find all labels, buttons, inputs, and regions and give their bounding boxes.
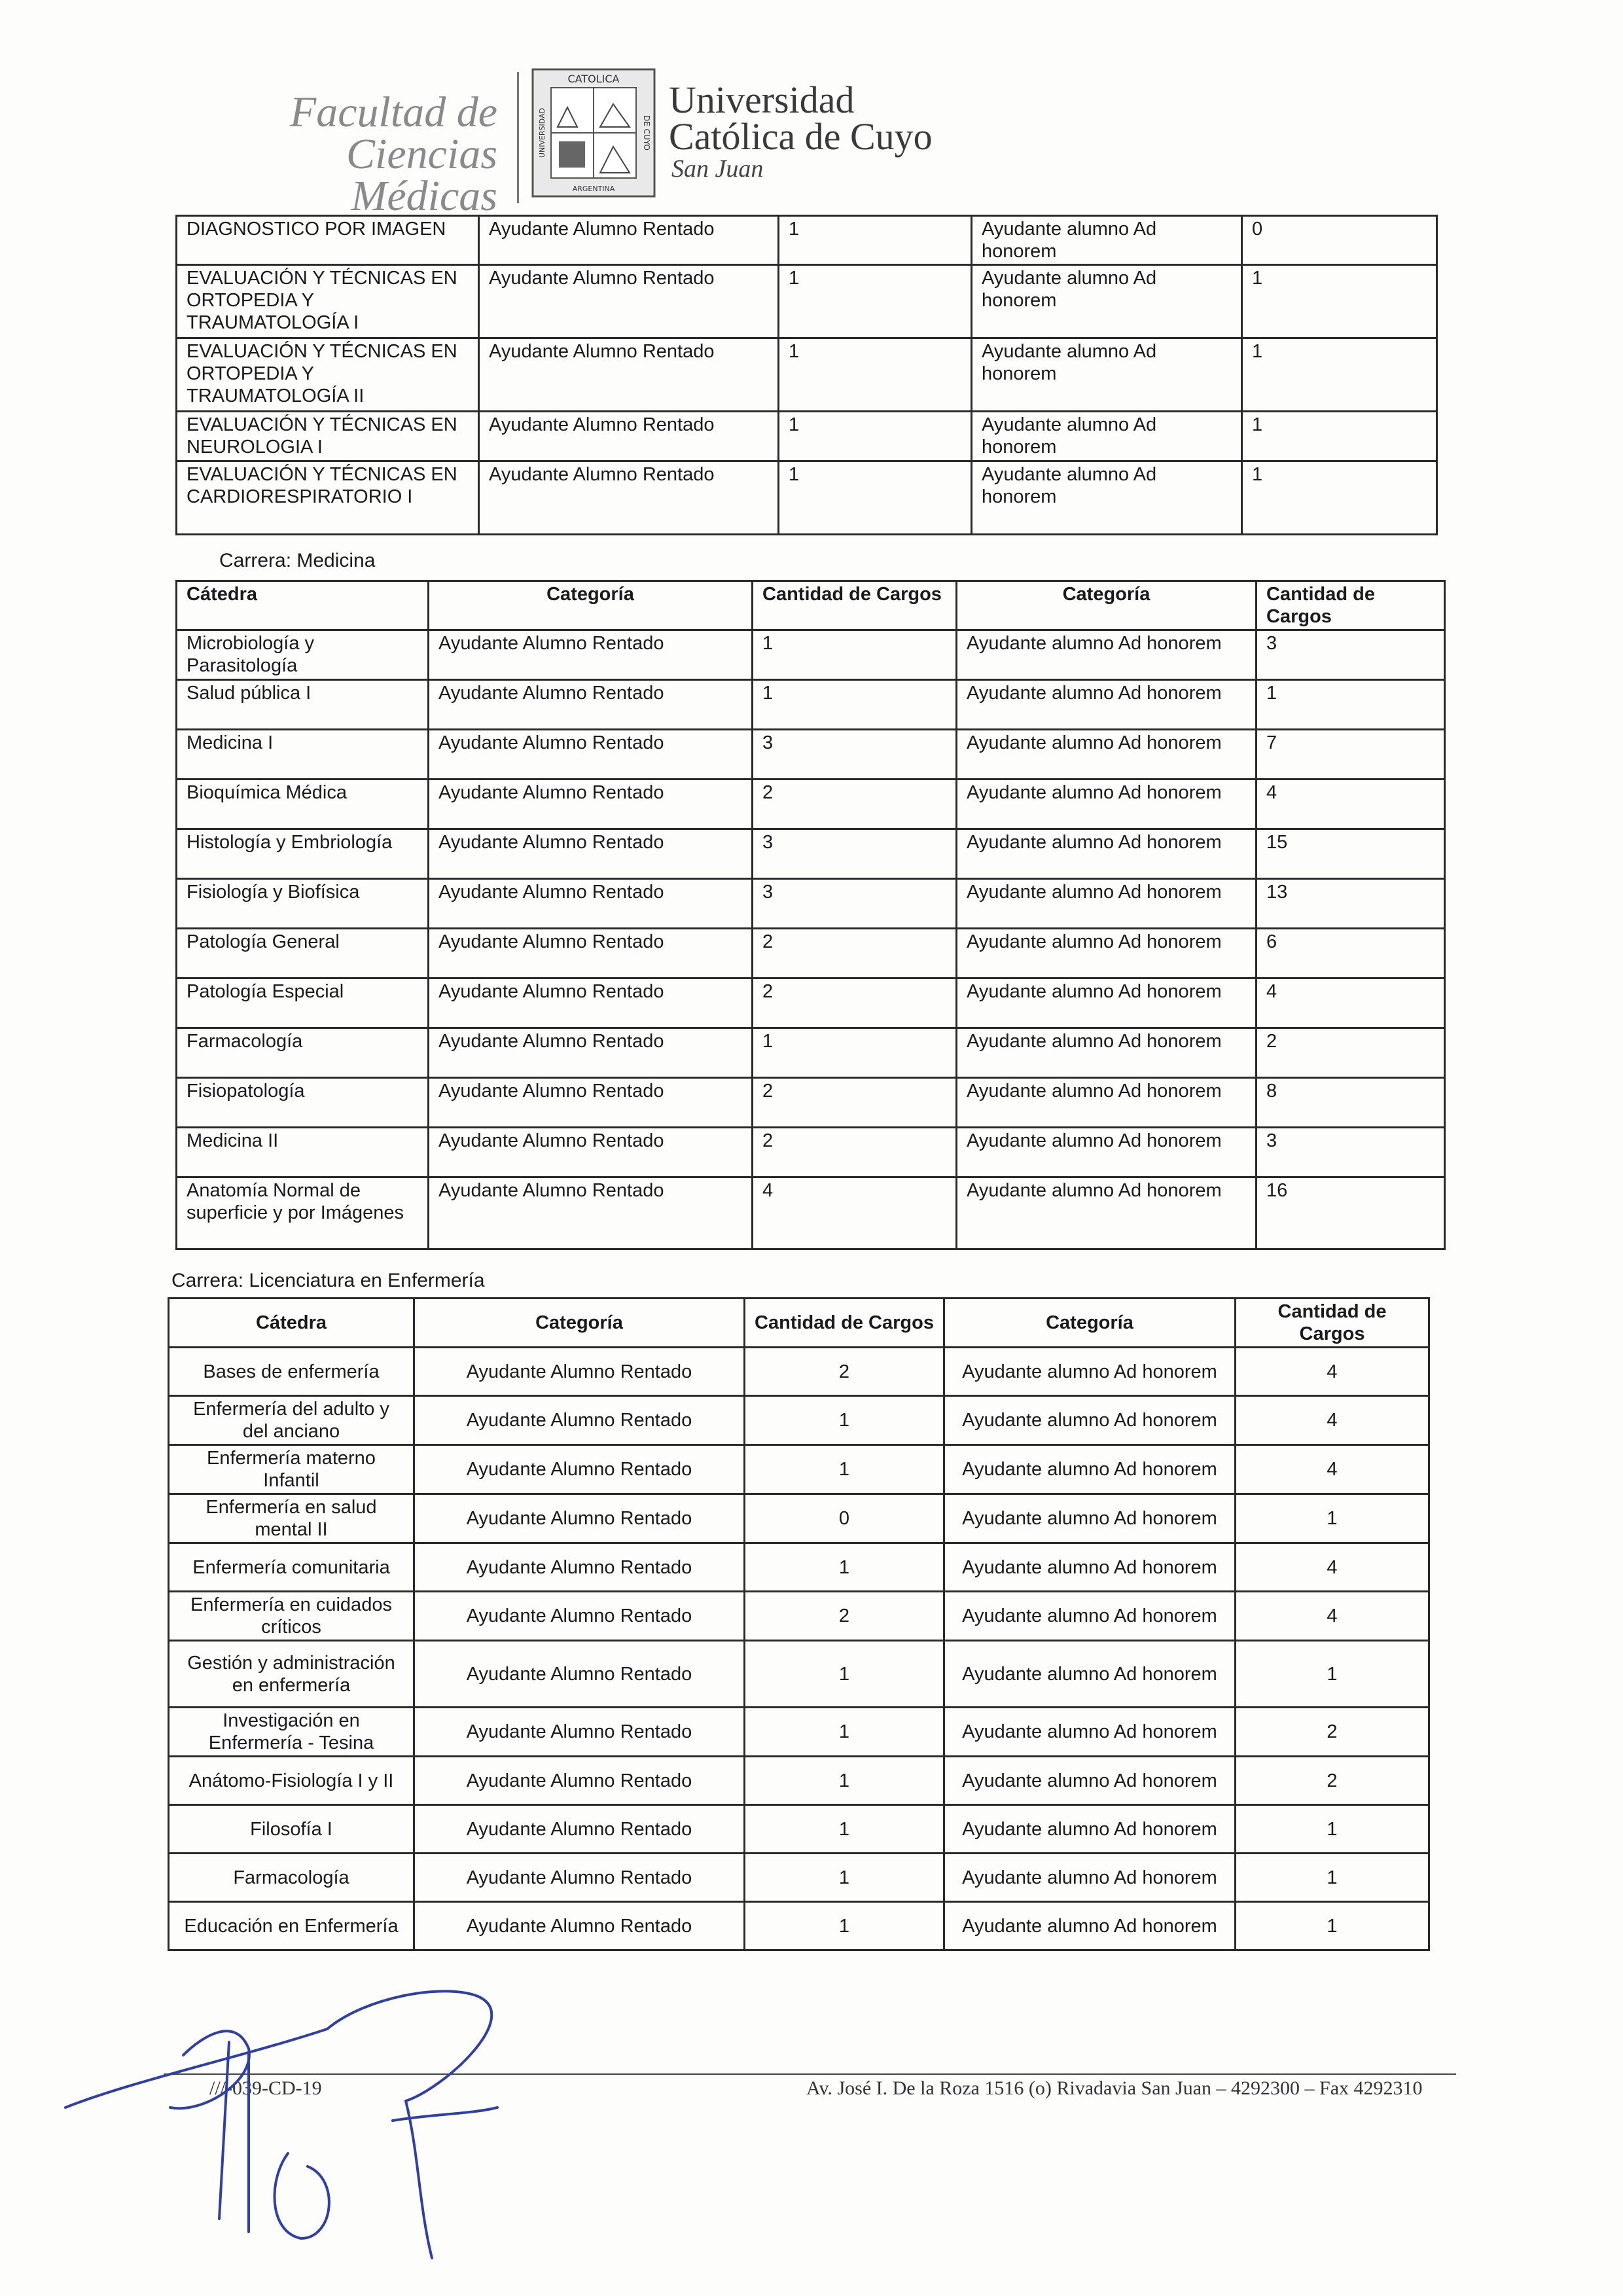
cantidad-honorem-cell: 1 xyxy=(1242,338,1437,412)
cantidad-honorem-cell: 4 xyxy=(1236,1396,1429,1445)
medicina-table-body xyxy=(177,630,1445,1249)
table-row xyxy=(177,1078,1445,1128)
cantidad-honorem-cell: 1 xyxy=(1242,461,1437,535)
categoria-honorem-cell: Ayudante alumno Ad honorem xyxy=(944,1348,1236,1396)
cantidad-rentado-cell: 2 xyxy=(753,929,957,978)
categoria-rentado-cell: Ayudante Alumno Rentado xyxy=(479,216,779,265)
catedra-cell: Fisiopatología xyxy=(177,1078,429,1128)
medicina-table xyxy=(175,580,1446,1250)
cantidad-honorem-cell: 6 xyxy=(1257,929,1445,978)
header-categoria: Categoría xyxy=(414,1299,745,1348)
faculty-line-1: Facultad de Ciencias xyxy=(289,88,497,178)
cantidad-honorem-cell: 4 xyxy=(1257,780,1445,829)
categoria-rentado-cell: Ayudante Alumno Rentado xyxy=(479,461,779,535)
table-row xyxy=(169,1445,1429,1494)
categoria-rentado-cell: Ayudante Alumno Rentado xyxy=(429,1128,753,1177)
categoria-honorem-cell: Ayudante alumno Ad honorem xyxy=(944,1854,1236,1902)
cantidad-rentado-cell: 2 xyxy=(753,1078,957,1128)
categoria-rentado-cell: Ayudante Alumno Rentado xyxy=(414,1396,745,1445)
categoria-honorem-cell: Ayudante alumno Ad honorem xyxy=(957,929,1257,978)
header-catedra: Cátedra xyxy=(177,581,429,630)
university-city: San Juan xyxy=(671,155,764,183)
categoria-honorem-cell: Ayudante alumno Ad honorem xyxy=(957,879,1257,929)
cantidad-honorem-cell: 13 xyxy=(1257,879,1445,929)
catedra-cell: Bases de enfermería xyxy=(169,1348,414,1396)
catedra-cell: Farmacología xyxy=(177,1028,429,1078)
seal-right-text: DE CUYO xyxy=(642,115,651,151)
categoria-rentado-cell: Ayudante Alumno Rentado xyxy=(429,730,753,780)
categoria-honorem-cell: Ayudante alumno Ad honorem xyxy=(972,265,1242,338)
categoria-rentado-cell: Ayudante Alumno Rentado xyxy=(414,1543,745,1592)
enfermeria-table-body xyxy=(169,1348,1429,1950)
handwritten-signature-icon xyxy=(52,1957,589,2284)
categoria-rentado-cell: Ayudante Alumno Rentado xyxy=(414,1854,745,1902)
enfermeria-header-row xyxy=(169,1299,1429,1348)
cantidad-rentado-cell: 1 xyxy=(753,1028,957,1078)
categoria-honorem-cell: Ayudante alumno Ad honorem xyxy=(944,1641,1236,1708)
caption-medicina: Carrera: Medicina xyxy=(219,550,376,571)
cantidad-rentado-cell: 1 xyxy=(779,265,972,338)
cantidad-rentado-cell: 1 xyxy=(745,1445,944,1494)
categoria-honorem-cell: Ayudante alumno Ad honorem xyxy=(957,829,1257,879)
cantidad-rentado-cell: 1 xyxy=(745,1854,944,1902)
cantidad-rentado-cell: 1 xyxy=(745,1396,944,1445)
categoria-rentado-cell: Ayudante Alumno Rentado xyxy=(429,929,753,978)
table-row xyxy=(177,338,1437,412)
header-divider xyxy=(517,72,519,203)
header-catedra: Cátedra xyxy=(169,1299,414,1348)
catedra-cell: Medicina II xyxy=(177,1128,429,1177)
categoria-rentado-cell: Ayudante Alumno Rentado xyxy=(429,879,753,929)
categoria-honorem-cell: Ayudante alumno Ad honorem xyxy=(944,1708,1236,1757)
table-row xyxy=(169,1592,1429,1641)
categoria-rentado-cell: Ayudante Alumno Rentado xyxy=(429,978,753,1028)
categoria-honorem-cell: Ayudante alumno Ad honorem xyxy=(957,1128,1257,1177)
table-row xyxy=(177,216,1437,265)
cantidad-honorem-cell: 4 xyxy=(1236,1543,1429,1592)
catedra-cell: EVALUACIÓN Y TÉCNICAS EN NEUROLOGIA I xyxy=(177,412,479,461)
categoria-rentado-cell: Ayudante Alumno Rentado xyxy=(429,630,753,680)
cantidad-rentado-cell: 1 xyxy=(745,1805,944,1854)
cantidad-rentado-cell: 2 xyxy=(753,1128,957,1177)
categoria-honorem-cell: Ayudante alumno Ad honorem xyxy=(944,1902,1236,1950)
cantidad-honorem-cell: 0 xyxy=(1242,216,1437,265)
header-cantidad: Cantidad de Cargos xyxy=(753,581,957,630)
cantidad-rentado-cell: 1 xyxy=(745,1641,944,1708)
categoria-honorem-cell: Ayudante alumno Ad honorem xyxy=(972,338,1242,412)
cantidad-honorem-cell: 2 xyxy=(1236,1757,1429,1805)
categoria-rentado-cell: Ayudante Alumno Rentado xyxy=(429,1177,753,1249)
categoria-honorem-cell: Ayudante alumno Ad honorem xyxy=(957,978,1257,1028)
table-row xyxy=(177,780,1445,829)
categoria-honorem-cell: Ayudante alumno Ad honorem xyxy=(957,780,1257,829)
header-cantidad: Cantidad de Cargos xyxy=(1236,1299,1429,1348)
categoria-honorem-cell: Ayudante alumno Ad honorem xyxy=(944,1757,1236,1805)
cantidad-honorem-cell: 2 xyxy=(1236,1708,1429,1757)
categoria-honorem-cell: Ayudante alumno Ad honorem xyxy=(944,1445,1236,1494)
categoria-rentado-cell: Ayudante Alumno Rentado xyxy=(414,1641,745,1708)
resolution-reference: ///-039-CD-19 xyxy=(209,2077,322,2099)
catedra-cell: Enfermería del adulto y del anciano xyxy=(169,1396,414,1445)
university-name xyxy=(669,79,933,158)
categoria-rentado-cell: Ayudante Alumno Rentado xyxy=(414,1592,745,1641)
table-row xyxy=(177,265,1437,338)
cantidad-honorem-cell: 15 xyxy=(1257,829,1445,879)
header-categoria: Categoría xyxy=(944,1299,1236,1348)
table-row xyxy=(169,1543,1429,1592)
cantidad-rentado-cell: 1 xyxy=(753,680,957,730)
categoria-honorem-cell: Ayudante alumno Ad honorem xyxy=(957,680,1257,730)
cantidad-rentado-cell: 1 xyxy=(753,630,957,680)
cantidad-rentado-cell: 2 xyxy=(753,978,957,1028)
catedra-cell: Histología y Embriología xyxy=(177,829,429,879)
cantidad-rentado-cell: 1 xyxy=(779,216,972,265)
categoria-honorem-cell: Ayudante alumno Ad honorem xyxy=(957,630,1257,680)
table-row xyxy=(177,829,1445,879)
catedra-cell: Patología Especial xyxy=(177,978,429,1028)
table-row xyxy=(177,929,1445,978)
catedra-cell: EVALUACIÓN Y TÉCNICAS EN CARDIORESPIRATORIO I xyxy=(177,461,479,535)
cantidad-rentado-cell: 4 xyxy=(753,1177,957,1249)
categoria-rentado-cell: Ayudante Alumno Rentado xyxy=(429,780,753,829)
table-row xyxy=(169,1348,1429,1396)
table-row xyxy=(177,630,1445,680)
catedra-cell: Anatomía Normal de superficie y por Imágenes xyxy=(177,1177,429,1249)
table-row xyxy=(177,1028,1445,1078)
cantidad-honorem-cell: 4 xyxy=(1236,1445,1429,1494)
medicina-header-row xyxy=(177,581,1445,630)
catedra-cell: EVALUACIÓN Y TÉCNICAS EN ORTOPEDIA Y TRAUMATOLOGÍA I xyxy=(177,265,479,338)
footer-address: Av. José I. De la Roza 1516 (o) Rivadavia San Juan – 4292300 – Fax 4292310 xyxy=(806,2077,1423,2099)
categoria-rentado-cell: Ayudante Alumno Rentado xyxy=(479,338,779,412)
table-row xyxy=(169,1805,1429,1854)
catedra-cell: Patología General xyxy=(177,929,429,978)
cantidad-honorem-cell: 8 xyxy=(1257,1078,1445,1128)
categoria-rentado-cell: Ayudante Alumno Rentado xyxy=(479,265,779,338)
cantidad-rentado-cell: 2 xyxy=(753,780,957,829)
catedra-cell: Gestión y administración en enfermería xyxy=(169,1641,414,1708)
categoria-honorem-cell: Ayudante alumno Ad honorem xyxy=(972,461,1242,535)
table-row xyxy=(169,1708,1429,1757)
cantidad-rentado-cell: 3 xyxy=(753,730,957,780)
cantidad-rentado-cell: 2 xyxy=(745,1348,944,1396)
cantidad-honorem-cell: 1 xyxy=(1242,412,1437,461)
header-categoria: Categoría xyxy=(429,581,753,630)
cantidad-honorem-cell: 1 xyxy=(1236,1494,1429,1543)
header-categoria: Categoría xyxy=(957,581,1257,630)
table-row xyxy=(169,1902,1429,1950)
catedra-cell: EVALUACIÓN Y TÉCNICAS EN ORTOPEDIA Y TRAUMATOLOGÍA II xyxy=(177,338,479,412)
cantidad-rentado-cell: 1 xyxy=(745,1902,944,1950)
categoria-honorem-cell: Ayudante alumno Ad honorem xyxy=(957,1028,1257,1078)
cantidad-honorem-cell: 4 xyxy=(1257,978,1445,1028)
categoria-rentado-cell: Ayudante Alumno Rentado xyxy=(414,1708,745,1757)
catedra-cell: DIAGNOSTICO POR IMAGEN xyxy=(177,216,479,265)
categoria-honorem-cell: Ayudante alumno Ad honorem xyxy=(957,1177,1257,1249)
continuation-table xyxy=(175,215,1438,535)
cantidad-rentado-cell: 1 xyxy=(745,1757,944,1805)
catedra-cell: Microbiología y Parasitología xyxy=(177,630,429,680)
enfermeria-table xyxy=(168,1297,1430,1951)
catedra-cell: Filosofía I xyxy=(169,1805,414,1854)
categoria-rentado-cell: Ayudante Alumno Rentado xyxy=(414,1902,745,1950)
table-row xyxy=(177,1177,1445,1249)
catedra-cell: Farmacología xyxy=(169,1854,414,1902)
catedra-cell: Anátomo-Fisiología I y II xyxy=(169,1757,414,1805)
cantidad-honorem-cell: 2 xyxy=(1257,1028,1445,1078)
categoria-rentado-cell: Ayudante Alumno Rentado xyxy=(414,1348,745,1396)
cantidad-rentado-cell: 3 xyxy=(753,879,957,929)
catedra-cell: Salud pública I xyxy=(177,680,429,730)
categoria-rentado-cell: Ayudante Alumno Rentado xyxy=(429,1078,753,1128)
university-line-1: Universidad xyxy=(669,79,855,121)
categoria-honorem-cell: Ayudante alumno Ad honorem xyxy=(944,1805,1236,1854)
table-row xyxy=(177,680,1445,730)
categoria-honorem-cell: Ayudante alumno Ad honorem xyxy=(944,1494,1236,1543)
caption-enfermeria: Carrera: Licenciatura en Enfermería xyxy=(171,1270,485,1291)
continuation-table-body xyxy=(177,216,1437,535)
catedra-cell: Educación en Enfermería xyxy=(169,1902,414,1950)
categoria-rentado-cell: Ayudante Alumno Rentado xyxy=(414,1757,745,1805)
categoria-rentado-cell: Ayudante Alumno Rentado xyxy=(429,1028,753,1078)
categoria-rentado-cell: Ayudante Alumno Rentado xyxy=(429,829,753,879)
categoria-rentado-cell: Ayudante Alumno Rentado xyxy=(429,680,753,730)
header-cantidad: Cantidad de Cargos xyxy=(1257,581,1445,630)
table-row xyxy=(169,1396,1429,1445)
cantidad-honorem-cell: 4 xyxy=(1236,1348,1429,1396)
categoria-rentado-cell: Ayudante Alumno Rentado xyxy=(414,1494,745,1543)
seal-top-text: CATOLICA xyxy=(567,73,620,85)
cantidad-rentado-cell: 1 xyxy=(745,1543,944,1592)
faculty-name xyxy=(151,88,497,220)
categoria-rentado-cell: Ayudante Alumno Rentado xyxy=(414,1805,745,1854)
categoria-honorem-cell: Ayudante alumno Ad honorem xyxy=(957,730,1257,780)
categoria-rentado-cell: Ayudante Alumno Rentado xyxy=(414,1445,745,1494)
university-seal-icon xyxy=(531,68,656,198)
letterhead xyxy=(0,59,1623,220)
categoria-honorem-cell: Ayudante alumno Ad honorem xyxy=(944,1396,1236,1445)
table-row xyxy=(177,412,1437,461)
catedra-cell: Bioquímica Médica xyxy=(177,780,429,829)
table-row xyxy=(169,1757,1429,1805)
cantidad-honorem-cell: 3 xyxy=(1257,1128,1445,1177)
cantidad-honorem-cell: 1 xyxy=(1236,1902,1429,1950)
table-row xyxy=(169,1854,1429,1902)
cantidad-rentado-cell: 1 xyxy=(779,338,972,412)
cantidad-honorem-cell: 16 xyxy=(1257,1177,1445,1249)
cantidad-honorem-cell: 3 xyxy=(1257,630,1445,680)
cantidad-rentado-cell: 3 xyxy=(753,829,957,879)
cantidad-honorem-cell: 1 xyxy=(1236,1805,1429,1854)
catedra-cell: Enfermería materno Infantil xyxy=(169,1445,414,1494)
seal-left-text: UNIVERSIDAD xyxy=(538,107,546,158)
cantidad-honorem-cell: 7 xyxy=(1257,730,1445,780)
university-line-2: Católica de Cuyo xyxy=(669,115,933,158)
table-row xyxy=(169,1494,1429,1543)
table-row xyxy=(169,1641,1429,1708)
categoria-honorem-cell: Ayudante alumno Ad honorem xyxy=(944,1543,1236,1592)
faculty-line-2: Médicas xyxy=(351,172,497,220)
cantidad-rentado-cell: 1 xyxy=(745,1708,944,1757)
seal-bottom-text: ARGENTINA xyxy=(572,185,615,193)
catedra-cell: Enfermería en cuidados críticos xyxy=(169,1592,414,1641)
cantidad-honorem-cell: 1 xyxy=(1257,680,1445,730)
categoria-honorem-cell: Ayudante alumno Ad honorem xyxy=(972,216,1242,265)
catedra-cell: Enfermería comunitaria xyxy=(169,1543,414,1592)
cantidad-rentado-cell: 2 xyxy=(745,1592,944,1641)
table-row xyxy=(177,978,1445,1028)
cantidad-rentado-cell: 1 xyxy=(779,412,972,461)
catedra-cell: Medicina I xyxy=(177,730,429,780)
catedra-cell: Enfermería en salud mental II xyxy=(169,1494,414,1543)
table-row xyxy=(177,1128,1445,1177)
header-cantidad: Cantidad de Cargos xyxy=(745,1299,944,1348)
cantidad-rentado-cell: 0 xyxy=(745,1494,944,1543)
table-row xyxy=(177,730,1445,780)
catedra-cell: Investigación en Enfermería - Tesina xyxy=(169,1708,414,1757)
cantidad-honorem-cell: 1 xyxy=(1242,265,1437,338)
catedra-cell: Fisiología y Biofísica xyxy=(177,879,429,929)
categoria-honorem-cell: Ayudante alumno Ad honorem xyxy=(957,1078,1257,1128)
cantidad-rentado-cell: 1 xyxy=(779,461,972,535)
categoria-honorem-cell: Ayudante alumno Ad honorem xyxy=(944,1592,1236,1641)
cantidad-honorem-cell: 1 xyxy=(1236,1854,1429,1902)
categoria-honorem-cell: Ayudante alumno Ad honorem xyxy=(972,412,1242,461)
cantidad-honorem-cell: 4 xyxy=(1236,1592,1429,1641)
cantidad-honorem-cell: 1 xyxy=(1236,1641,1429,1708)
table-row xyxy=(177,461,1437,535)
categoria-rentado-cell: Ayudante Alumno Rentado xyxy=(479,412,779,461)
table-row xyxy=(177,879,1445,929)
